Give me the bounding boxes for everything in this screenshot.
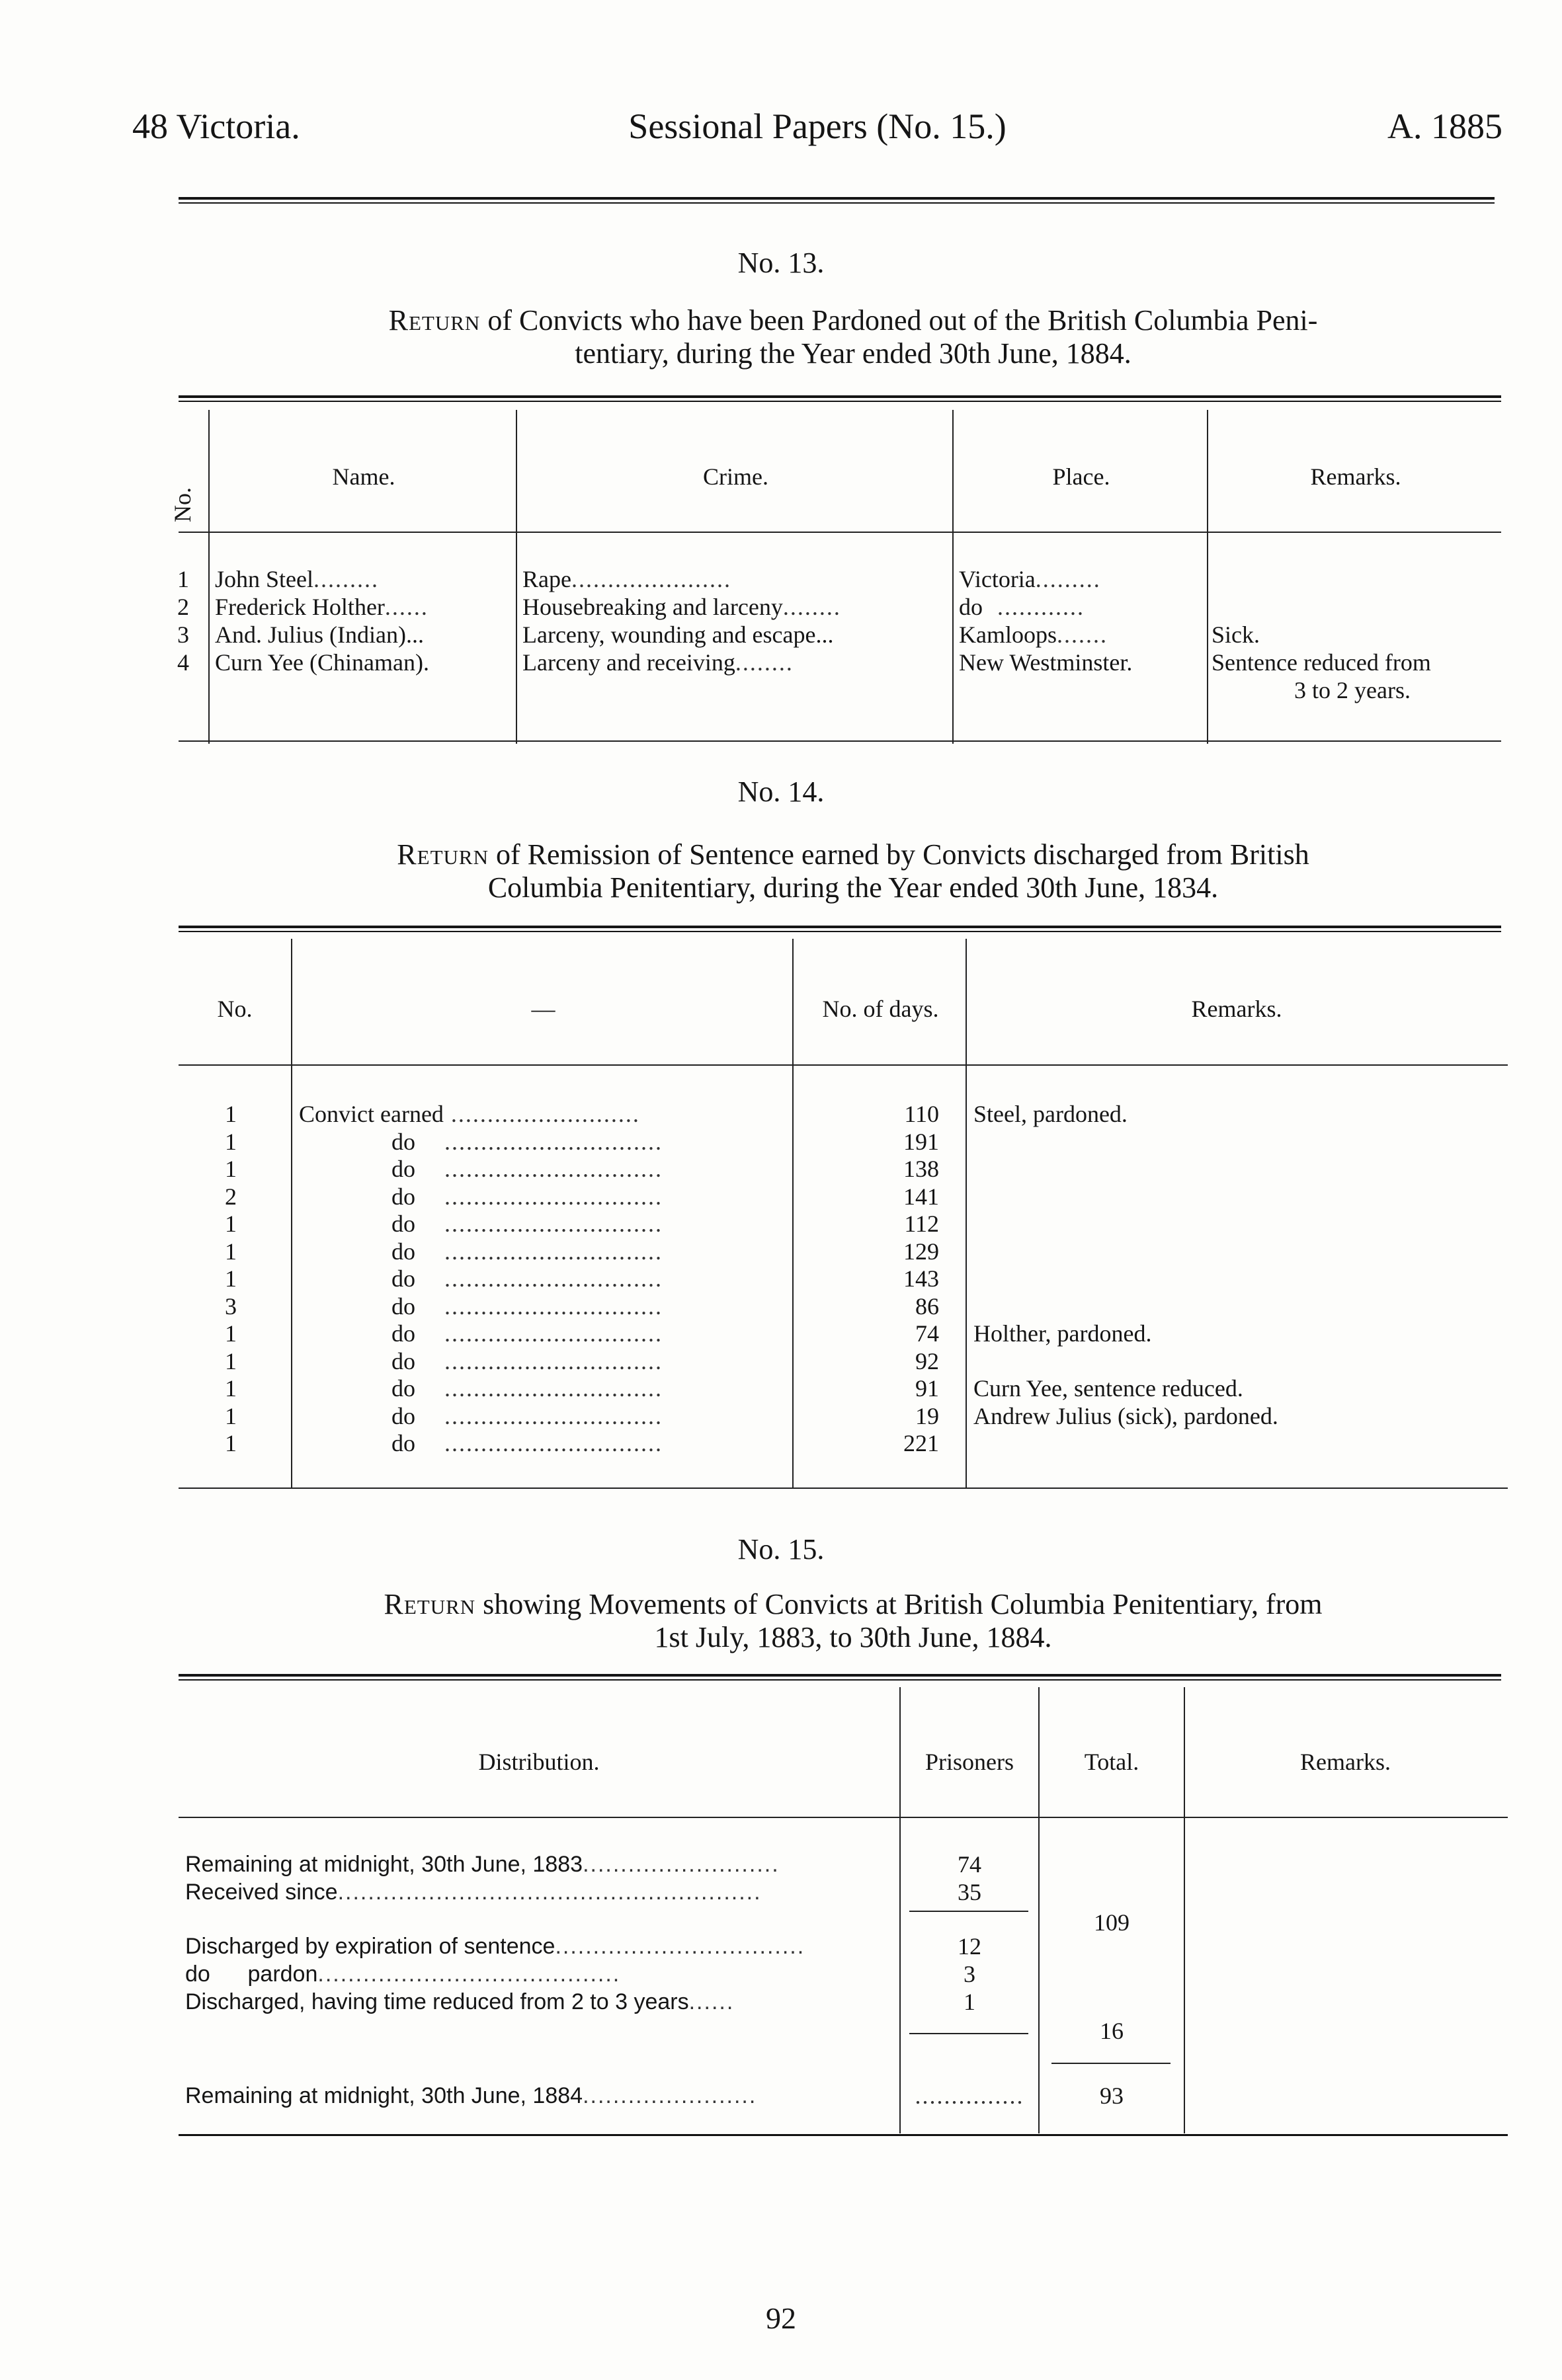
table15-header-prisoners: Prisoners — [925, 1749, 1014, 1775]
table15-subtotal-rule — [909, 1911, 1028, 1912]
table15-subtotal-rule — [909, 2033, 1028, 2034]
header-left: 48 Victoria. — [132, 106, 300, 146]
table14-header-days: No. of days. — [822, 996, 939, 1022]
table13-number: No. 13. — [737, 247, 825, 279]
table14-desc: Convict earned — [299, 1101, 444, 1127]
table14-no: 1 — [225, 1101, 237, 1127]
table14-desc: do — [391, 1403, 415, 1429]
table14-no: 1 — [225, 1265, 237, 1292]
table13-caption-line2: tentiary, during the Year ended 30th June, 1884. — [575, 337, 1131, 370]
table13-no: 3 — [177, 621, 189, 648]
table13-remarks-cont: 3 to 2 years. — [1294, 677, 1411, 703]
page-number: 92 — [766, 2301, 796, 2335]
table13-bottom-rule — [179, 740, 1501, 742]
table13-col-sep — [208, 410, 210, 744]
table13-crime: Larceny and receiving — [522, 649, 735, 676]
header-right: A. 1885 — [1387, 106, 1502, 146]
table15-bottom-rule — [179, 2134, 1508, 2136]
table14-desc: do — [391, 1129, 415, 1155]
table13-caption — [198, 304, 1508, 370]
table14-remarks: Steel, pardoned. — [973, 1101, 1128, 1127]
table13-place: do — [959, 594, 983, 620]
table14-days: 91 — [915, 1375, 939, 1402]
table13-no: 2 — [177, 594, 189, 620]
table13-name: And. Julius (Indian)... — [215, 621, 424, 648]
table14-no: 2 — [225, 1183, 237, 1210]
table14-no: 3 — [225, 1293, 237, 1320]
table13-remarks: Sentence reduced from — [1212, 649, 1431, 676]
table13-col-sep — [516, 410, 517, 744]
table14-desc: do — [391, 1375, 415, 1402]
table13-no: 1 — [177, 566, 189, 592]
table14-days: 110 — [904, 1101, 939, 1127]
table14-no: 1 — [225, 1348, 237, 1374]
table14-caption — [198, 838, 1508, 904]
table14-number: No. 14. — [737, 775, 825, 808]
table14-col-sep — [291, 939, 292, 1488]
table15-prisoners: 3 — [964, 1961, 975, 1987]
table13-crime: Rape — [522, 566, 571, 592]
table14-caption-return: Return — [397, 838, 489, 871]
table14-days: 86 — [915, 1293, 939, 1320]
table14-no: 1 — [225, 1156, 237, 1182]
table14-days: 138 — [903, 1156, 939, 1182]
table13-name: Frederick Holther — [215, 594, 385, 620]
table14-no: 1 — [225, 1210, 237, 1237]
table13-remarks: Sick. — [1212, 621, 1260, 648]
table14-no: 1 — [225, 1375, 237, 1402]
table14-days: 19 — [915, 1403, 939, 1429]
table14-remarks: Curn Yee, sentence reduced. — [973, 1375, 1243, 1402]
table14-no: 1 — [225, 1129, 237, 1155]
header-rule — [179, 197, 1495, 204]
table13-header-crime: Crime. — [703, 463, 768, 490]
table13-top-rule — [179, 395, 1501, 402]
table14-remarks: Holther, pardoned. — [973, 1320, 1152, 1347]
table14-header-dash: — — [531, 996, 555, 1022]
table14-desc: do — [391, 1320, 415, 1347]
table14-caption-line1: of Remission of Sentence earned by Convicts discharged from British — [488, 838, 1309, 871]
table14-days: 112 — [904, 1210, 939, 1237]
table15-total-received: 109 — [1094, 1909, 1130, 1936]
table14-days: 143 — [903, 1265, 939, 1292]
table15-header-total: Total. — [1084, 1749, 1139, 1775]
table14-caption-line2: Columbia Penitentiary, during the Year ended 30th June, 1834. — [487, 871, 1219, 904]
table14-no: 1 — [225, 1403, 237, 1429]
table15-prisoners: 1 — [964, 1989, 975, 2015]
table15-total-rule — [1051, 2063, 1171, 2064]
table13-header-no: No. — [169, 487, 196, 522]
table15-caption-return: Return — [384, 1588, 476, 1620]
table15-label: do pardon — [185, 1962, 318, 1987]
table14-days: 221 — [903, 1430, 939, 1456]
table13-crime: Housebreaking and larceny — [522, 594, 783, 620]
table14-days: 92 — [915, 1348, 939, 1374]
table15-prisoners: 12 — [958, 1933, 981, 1960]
table15-number: No. 15. — [737, 1533, 825, 1566]
table13-name: Curn Yee (Chinaman). — [215, 649, 429, 676]
table14-col-sep — [966, 939, 967, 1488]
table13-header-place: Place. — [1052, 463, 1110, 490]
table15-header-remarks: Remarks. — [1300, 1749, 1391, 1775]
table13-place: Kamloops — [959, 621, 1057, 648]
table13-name: John Steel — [215, 566, 313, 592]
table15-label: Discharged by expiration of sentence — [185, 1934, 555, 1959]
table14-days: 129 — [903, 1238, 939, 1265]
table13-place: Victoria — [959, 566, 1036, 592]
table14-no: 1 — [225, 1320, 237, 1347]
table13-header-rule — [179, 532, 1501, 533]
table13-place: New Westminster. — [959, 649, 1133, 676]
table14-desc: do — [391, 1210, 415, 1237]
table13-header-remarks: Remarks. — [1310, 463, 1401, 490]
running-header — [132, 106, 1502, 159]
table14-desc: do — [391, 1430, 415, 1456]
table15-header-rule — [179, 1817, 1508, 1818]
table14-days: 141 — [903, 1183, 939, 1210]
table15-caption-line2: 1st July, 1883, to 30th June, 1884. — [654, 1621, 1052, 1653]
table14-days: 191 — [903, 1129, 939, 1155]
table13-crime: Larceny, wounding and escape... — [522, 621, 834, 648]
table15-label: Remaining at midnight, 30th June, 1883 — [185, 1852, 583, 1877]
table14-header-rule — [179, 1064, 1508, 1066]
header-center: Sessional Papers (No. 15.) — [628, 106, 1007, 146]
table13-col-sep — [1207, 410, 1208, 744]
table14-desc: do — [391, 1348, 415, 1374]
document-page: 48 Victoria. Sessional Papers (No. 15.) A. 1885 No. 13. Return of Convicts who have been Pardoned out of the British Columbia Peni- tentiary, during the Year ended 30th June, 1884. No. Name. Crime. Place. Remarks. 1 John Steel......... Rape...................... Victoria......... 2 Frederick Holther...... Housebreaking and larceny........ do ............ 3 And. Julius (Indian)... Larceny, wounding and escape... Kamloops....... Sick. 4 Curn Yee (Chinaman). Larceny and receiving........ New Westminster. Sentence reduced from 3 to 2 years. No. 14. Return of Remission of Sentence earned by Convicts discharged from British Columbia Penitentiary, during the Year ended 30th June, 1834. No. — No. of days. Remarks. 1 Convict earned .......................... 110 Steel, pardoned. 1 do .............................. 191 1 do .............................. 138 2 do .............................. 141 1 do .............................. 112 1 do .............................. 129 1 do .............................. 143 3 do .............................. 86 1 do .............................. 74 Holther, pardoned. 1 do .............................. 92 1 do .............................. 91 Curn Yee, sentence reduced. 1 do .............................. 19 Andrew Julius (sick), pardoned. 1 do .............................. 221 No. 15. Return showing Movements of Convicts at British Columbia Penitentiary, from 1st July, 1883, to 30th June, 1884. Distribution. Prisoners Total. Remarks. Remaining at midnight, 30th June, 1883.......................... 74 Received since........................................................ 35 109 Discharged by expiration of sentence................................. 12 do pardon........................................ 3 Discharged, having time reduced from 2 to 3 years...... 1 16 Remaining at midnight, 30th June, 1884....................... ............... 93 92 — [0, 0, 1562, 2380]
table14-desc: do — [391, 1293, 415, 1320]
table13-caption-return: Return — [388, 304, 481, 337]
table13-header-name: Name. — [332, 463, 395, 490]
table14-desc: do — [391, 1265, 415, 1292]
table14-bottom-rule — [179, 1488, 1508, 1489]
table14-no: 1 — [225, 1430, 237, 1456]
table14-remarks: Andrew Julius (sick), pardoned. — [973, 1403, 1278, 1429]
table14-header-remarks: Remarks. — [1191, 996, 1282, 1022]
table13-no: 4 — [177, 649, 189, 676]
table14-col-sep — [792, 939, 794, 1488]
table14-top-rule — [179, 926, 1501, 932]
table14-header-no: No. — [217, 996, 253, 1022]
table13-caption-line1: of Convicts who have been Pardoned out of the British Columbia Peni- — [480, 304, 1318, 337]
table15-caption-line1: showing Movements of Convicts at British Columbia Penitentiary, from — [475, 1588, 1323, 1620]
table15-total-remaining: 93 — [1100, 2082, 1124, 2109]
table14-desc: do — [391, 1183, 415, 1210]
table14-desc: do — [391, 1238, 415, 1265]
table15-caption — [198, 1588, 1508, 1654]
table15-top-rule — [179, 1674, 1501, 1681]
table15-header-distribution: Distribution. — [478, 1749, 600, 1775]
table15-label: Discharged, having time reduced from 2 to 3 years — [185, 1989, 689, 2014]
table14-days: 74 — [915, 1320, 939, 1347]
table15-label: Received since — [185, 1880, 338, 1905]
table15-prisoners: 35 — [958, 1879, 981, 1905]
table13-col-sep — [952, 410, 954, 744]
table14-desc: do — [391, 1156, 415, 1182]
table15-label: Remaining at midnight, 30th June, 1884 — [185, 2083, 583, 2108]
table15-prisoners: 74 — [958, 1851, 981, 1878]
table15-total-discharged: 16 — [1100, 2018, 1124, 2044]
table14-no: 1 — [225, 1238, 237, 1265]
